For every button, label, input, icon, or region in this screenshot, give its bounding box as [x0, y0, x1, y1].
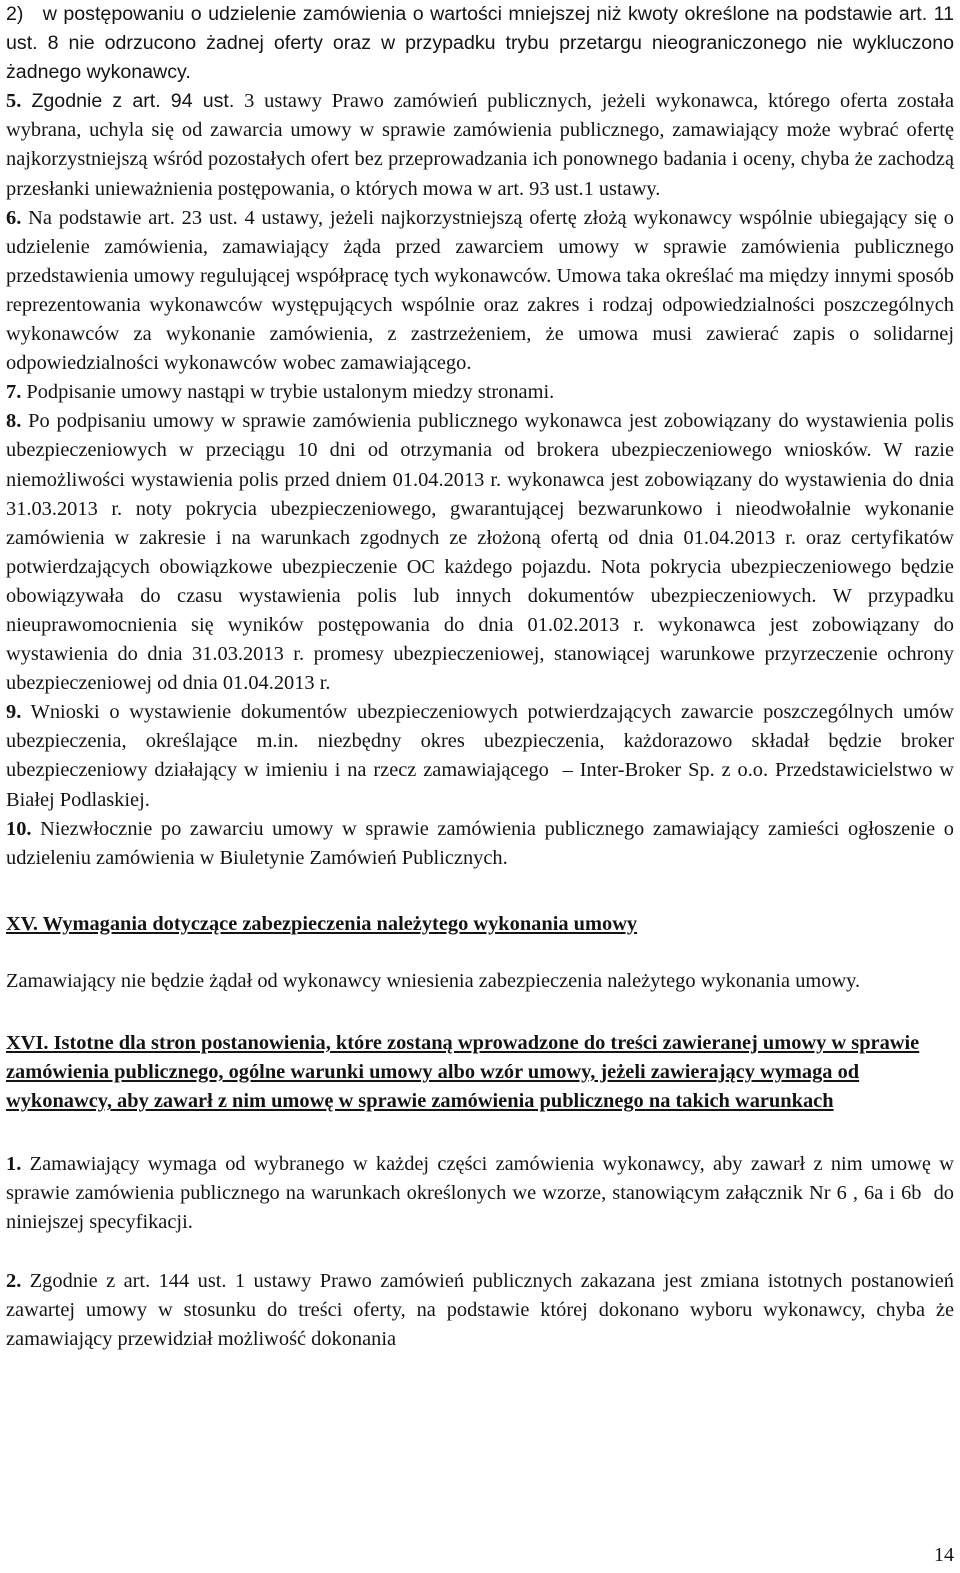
- item-5-text-a: Zgodnie z art. 94 ust.: [21, 90, 235, 113]
- section-xv-body: Zamawiający nie będzie żądał od wykonawcy wniesienia zabezpieczenia należytego wykonania umowy.: [6, 969, 861, 992]
- item-10-text: Niezwłocznie po zawarciu umowy w sprawie zamówienia publicznego zamawiający zamieści ogłoszenie o udzieleniu zamówienia w Biuletynie Zamówień Publicznych.: [6, 817, 954, 869]
- item-5-number: 5.: [6, 90, 22, 113]
- item-10-paragraph: [6, 815, 954, 873]
- item-8-text: Po podpisaniu umowy w sprawie zamówienia publicznego wykonawca jest zobowiązany do wystawienia polis ubezpieczeniowych w przeciągu 10 dni od otrzymania od brokera ubezpieczeniowego wniosków. W razie niemożliwości wystawienia polis przed dniem 01.04.2013 r. wykonawca jest zobowiązany do wystawienia do dnia 31.03.2013 r. noty pokrycia ubezpieczeniowego, gwarantującej bezwarunkowo i nieodwołalnie wykonanie zamówienia w zakresie i na warunkach zgodnych ze złożoną ofertą od dnia 01.04.2013 r. oraz certyfikatów potwierdzających obowiązkowe ubezpieczenie OC każdego pojazdu. Nota pokrycia ubezpieczeniowego będzie obowiązywała do czasu wystawienia polis lub innych dokumentów ubezpieczeniowych. W przypadku nieuprawomocnienia się wyników postępowania do dnia 01.02.2013 r. wykonawca jest zobowiązany do wystawienia do dnia 31.03.2013 r. promesy ubezpieczeniowej, stanowiącej warunkowe przyrzeczenie ochrony ubezpieczeniowej od dnia 01.04.2013 r.: [6, 410, 954, 695]
- section-xvi-point-2: [6, 1267, 954, 1354]
- item-9-number: 9.: [6, 701, 22, 724]
- section-xv-heading: XV. Wymagania dotyczące zabezpieczenia należytego wykonania umowy: [6, 912, 638, 935]
- item-7-paragraph: [6, 378, 954, 407]
- item-9-text: Wnioski o wystawienie dokumentów ubezpieczeniowych potwierdzających zawarcie poszczególnych umów ubezpieczenia, określające m.in. niezbędny okres ubezpieczenia, każdorazowo składał będzie broker ubezpieczeniowy działający w imieniu i na rzecz zamawiającego – Inter-Broker Sp. z o.o. Przedstawicielstwo w Białej Podlaskiej.: [6, 701, 954, 811]
- item-6-paragraph: [6, 204, 954, 379]
- section-xvi-point-1-text: Zamawiający wymaga od wybranego w każdej części zamówienia wykonawcy, aby zawarł z nim umowę w sprawie zamówienia publicznego na warunkach określonych we wzorze, stanowiącym załącznik Nr 6 , 6a i 6b do niniejszej specyfikacji.: [6, 1153, 954, 1234]
- item-8-paragraph: [6, 407, 954, 698]
- section-xvi-point-1: [6, 1150, 954, 1237]
- page-number: 14: [934, 1544, 954, 1566]
- section-xvi-point-2-number: 2.: [6, 1269, 22, 1292]
- item-6-number: 6.: [6, 206, 22, 229]
- item-7-number: 7.: [6, 381, 22, 404]
- item-2-text: 2) w postępowaniu o udzielenie zamówienia o wartości mniejszej niż kwoty określone na podstawie art. 11 ust. 8 nie odrzucono żadnej oferty oraz w przypadku trybu przetargu nieograniczonego nie wykluczono żadnego wykonawcy.: [6, 3, 954, 84]
- item-8-number: 8.: [6, 410, 22, 433]
- item-7-text: Podpisanie umowy nastąpi w trybie ustalonym miedzy stronami.: [21, 381, 555, 404]
- section-xvi-point-1-number: 1.: [6, 1153, 22, 1176]
- item-9-paragraph: [6, 698, 954, 814]
- document-page: [6, 0, 954, 1354]
- item-2-paragraph: [6, 0, 954, 87]
- section-xvi-heading: XVI. Istotne dla stron postanowienia, które zostaną wprowadzone do treści zawieranej umowy w sprawie zamówienia publicznego, ogólne warunki umowy albo wzór umowy, jeżeli zawierający wymaga od wykonawcy, aby zawarł z nim umowę w sprawie zamówienia publicznego na takich warunkach: [6, 1032, 920, 1113]
- section-xvi-point-2-text: Zgodnie z art. 144 ust. 1 ustawy Prawo zamówień publicznych zakazana jest zmiana istotnych postanowień zawartej umowy w stosunku do treści oferty, na podstawie której dokonano wyboru wykonawcy, chyba że zamawiający przewidział możliwość dokonania: [6, 1269, 954, 1350]
- item-6-text: Na podstawie art. 23 ust. 4 ustawy, jeżeli najkorzystniejszą ofertę złożą wykonawcy wspólnie ubiegający się o udzielenie zamówienia, zamawiający żąda przed zawarciem umowy w sprawie zamówienia publicznego przedstawienia umowy regulującej współpracę tych wykonawców. Umowa taka określać ma między innymi sposób reprezentowania wykonawców występujących wspólnie oraz zakres i rodzaj odpowiedzialności poszczególnych wykonawców za wykonanie zamówienia, z zastrzeżeniem, że umowa musi zawierać zapis o solidarnej odpowiedzialności wykonawców wobec zamawiającego.: [6, 206, 954, 375]
- item-10-number: 10.: [6, 817, 32, 840]
- item-5-paragraph: [6, 87, 954, 203]
- item-5-text-b: 3 ustawy Prawo zamówień publicznych, jeżeli wykonawca, którego oferta została wybrana, uchyla się od zawarcia umowy w sprawie zamówienia publicznego, zamawiający może wybrać ofertę najkorzystniejszą wśród pozostałych ofert bez przeprowadzania ich ponownego badania i oceny, chyba że zachodzą przesłanki unieważnienia postępowania, o których mowa w art. 93 ust.1 ustawy.: [6, 90, 955, 200]
